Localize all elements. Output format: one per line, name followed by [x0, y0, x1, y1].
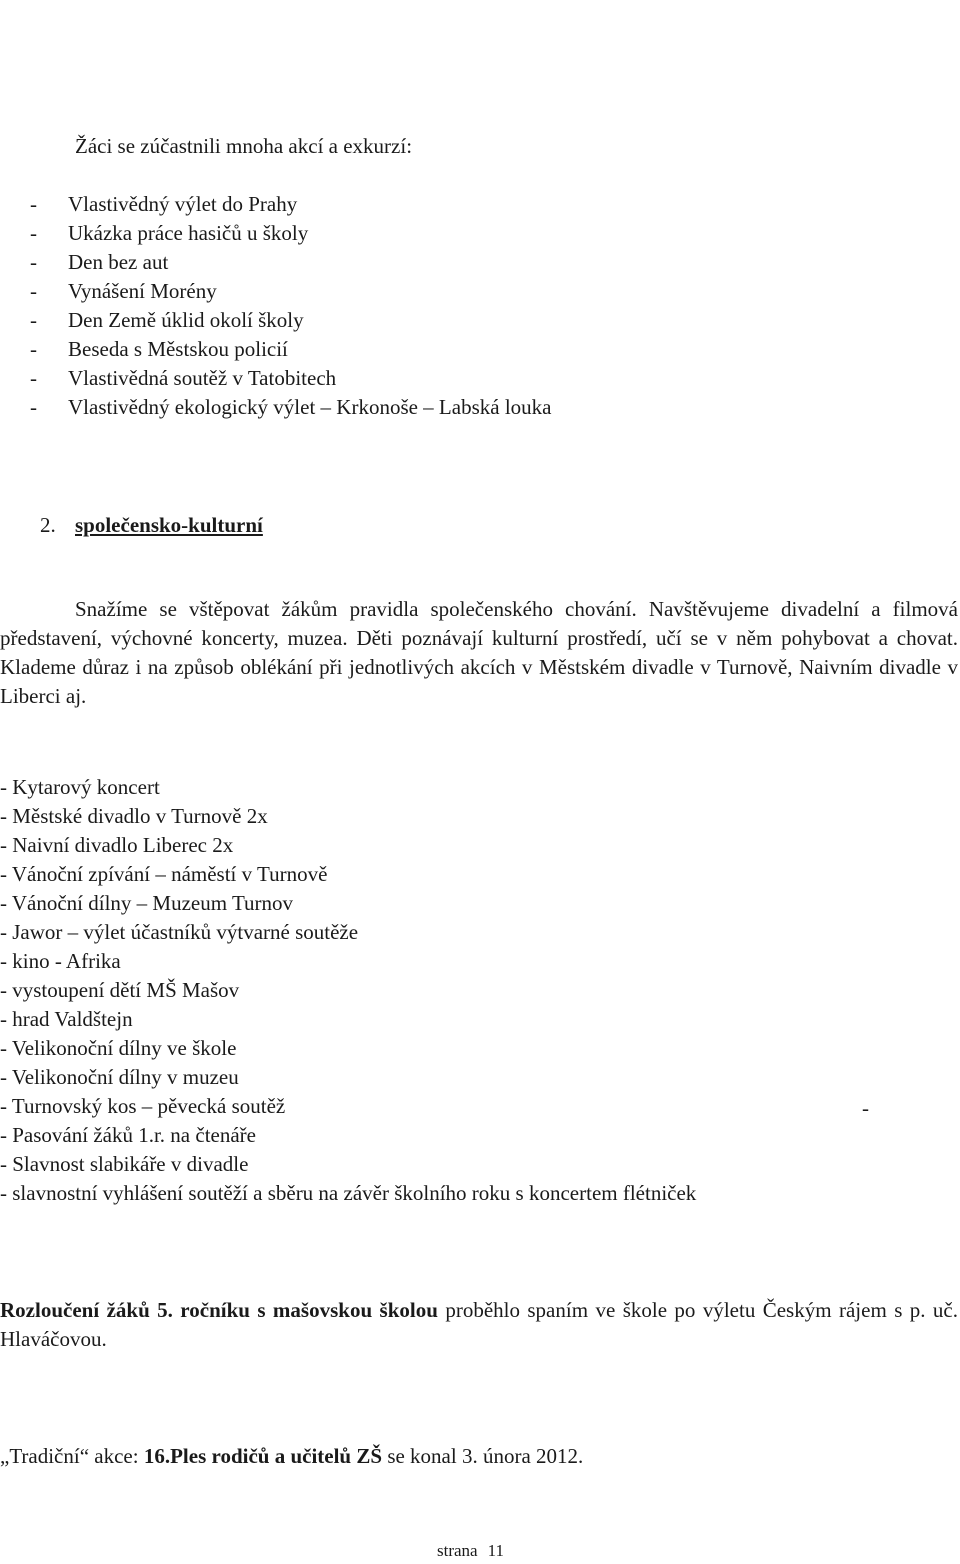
list-item — [30, 306, 551, 335]
list-item: - Naivní divadlo Liberec 2x — [0, 833, 234, 857]
list-item — [30, 248, 551, 277]
list-dash: - — [30, 221, 37, 245]
intro-text: Žáci se zúčastnili mnoha akcí a exkurzí: — [75, 134, 413, 158]
list-item: - Městské divadlo v Turnově 2x — [0, 804, 268, 828]
list-item-text: Den bez aut — [68, 250, 169, 274]
list-item — [30, 219, 551, 248]
list-item — [30, 364, 551, 393]
list-item: - Pasování žáků 1.r. na čtenáře — [0, 1123, 256, 1147]
list-item: - kino - Afrika — [0, 949, 121, 973]
tradition-rest-text: se konal 3. února 2012. — [382, 1444, 584, 1468]
list-item: - hrad Valdštejn — [0, 1007, 133, 1031]
list-item: - Kytarový koncert — [0, 775, 160, 799]
page-number: 11 — [487, 1541, 504, 1560]
list-item — [30, 393, 551, 422]
list-item-text: Beseda s Městskou policií — [68, 337, 288, 361]
tradition-bold-text: 16.Ples rodičů a učitelů ZŠ — [143, 1444, 383, 1468]
section-heading — [40, 511, 263, 540]
page-footer — [437, 1540, 504, 1562]
list-item: - Slavnost slabikáře v divadle — [0, 1152, 249, 1176]
list-dash: - — [30, 192, 37, 216]
tradition-line — [0, 1442, 583, 1471]
list-dash: - — [30, 395, 37, 419]
list-item — [30, 190, 551, 219]
farewell-rest-text: proběhlo spaním ve škole po výletu Českým rájem s p. uč. Hlaváčovou. — [0, 1298, 959, 1351]
list-item: - Velikonoční dílny ve škole — [0, 1036, 237, 1060]
list-dash: - — [30, 308, 37, 332]
list-item-text: Vlastivědný ekologický výlet – Krkonoše – Labská louka — [68, 395, 552, 419]
excursion-list — [30, 190, 551, 422]
list-item: - Vánoční dílny – Muzeum Turnov — [0, 891, 294, 915]
list-dash: - — [30, 337, 37, 361]
list-item: - Velikonoční dílny v muzeu — [0, 1065, 239, 1089]
tradition-prefix: „Tradiční“ akce: — [0, 1444, 144, 1468]
event-list — [0, 773, 696, 1208]
list-dash: - — [30, 250, 37, 274]
trailing-dash: - — [862, 1096, 869, 1120]
list-item: - vystoupení dětí MŠ Mašov — [0, 978, 240, 1002]
list-item — [30, 335, 551, 364]
list-item: - Vánoční zpívání – náměstí v Turnově — [0, 862, 328, 886]
list-item: - Turnovský kos – pěvecká soutěž — [0, 1094, 286, 1118]
section-title: společensko-kulturní — [75, 513, 263, 537]
footer-label: strana — [437, 1541, 478, 1560]
list-item-text: Vynášení Morény — [68, 279, 217, 303]
section-paragraph: Snažíme se vštěpovat žákům pravidla společenského chování. Navštěvujeme divadelní a filmová představení, výchovné koncerty, muzea. Děti poznávají kulturní prostředí, učí se v něm pohybovat a chovat. Klademe důraz i na způsob oblékání při jednotlivých akcích v Městském divadle v Turnově, Naivním divadle v Liberci aj. — [0, 597, 958, 708]
farewell-bold-text: Rozloučení žáků 5. ročníku s mašovskou školou — [0, 1298, 438, 1322]
list-dash: - — [30, 366, 37, 390]
list-item-text: Den Země úklid okolí školy — [68, 308, 304, 332]
list-dash: - — [30, 279, 37, 303]
list-item-text: Vlastivědná soutěž v Tatobitech — [68, 366, 337, 390]
list-item — [30, 277, 551, 306]
list-item: - slavnostní vyhlášení soutěží a sběru na závěr školního roku s koncertem flétniček — [0, 1181, 697, 1205]
list-item: - Jawor – výlet účastníků výtvarné soutěže — [0, 920, 359, 944]
farewell-paragraph — [0, 1296, 958, 1354]
list-item-text: Vlastivědný výlet do Prahy — [68, 192, 298, 216]
section-number: 2. — [40, 513, 56, 537]
list-item-text: Ukázka práce hasičů u školy — [68, 221, 309, 245]
